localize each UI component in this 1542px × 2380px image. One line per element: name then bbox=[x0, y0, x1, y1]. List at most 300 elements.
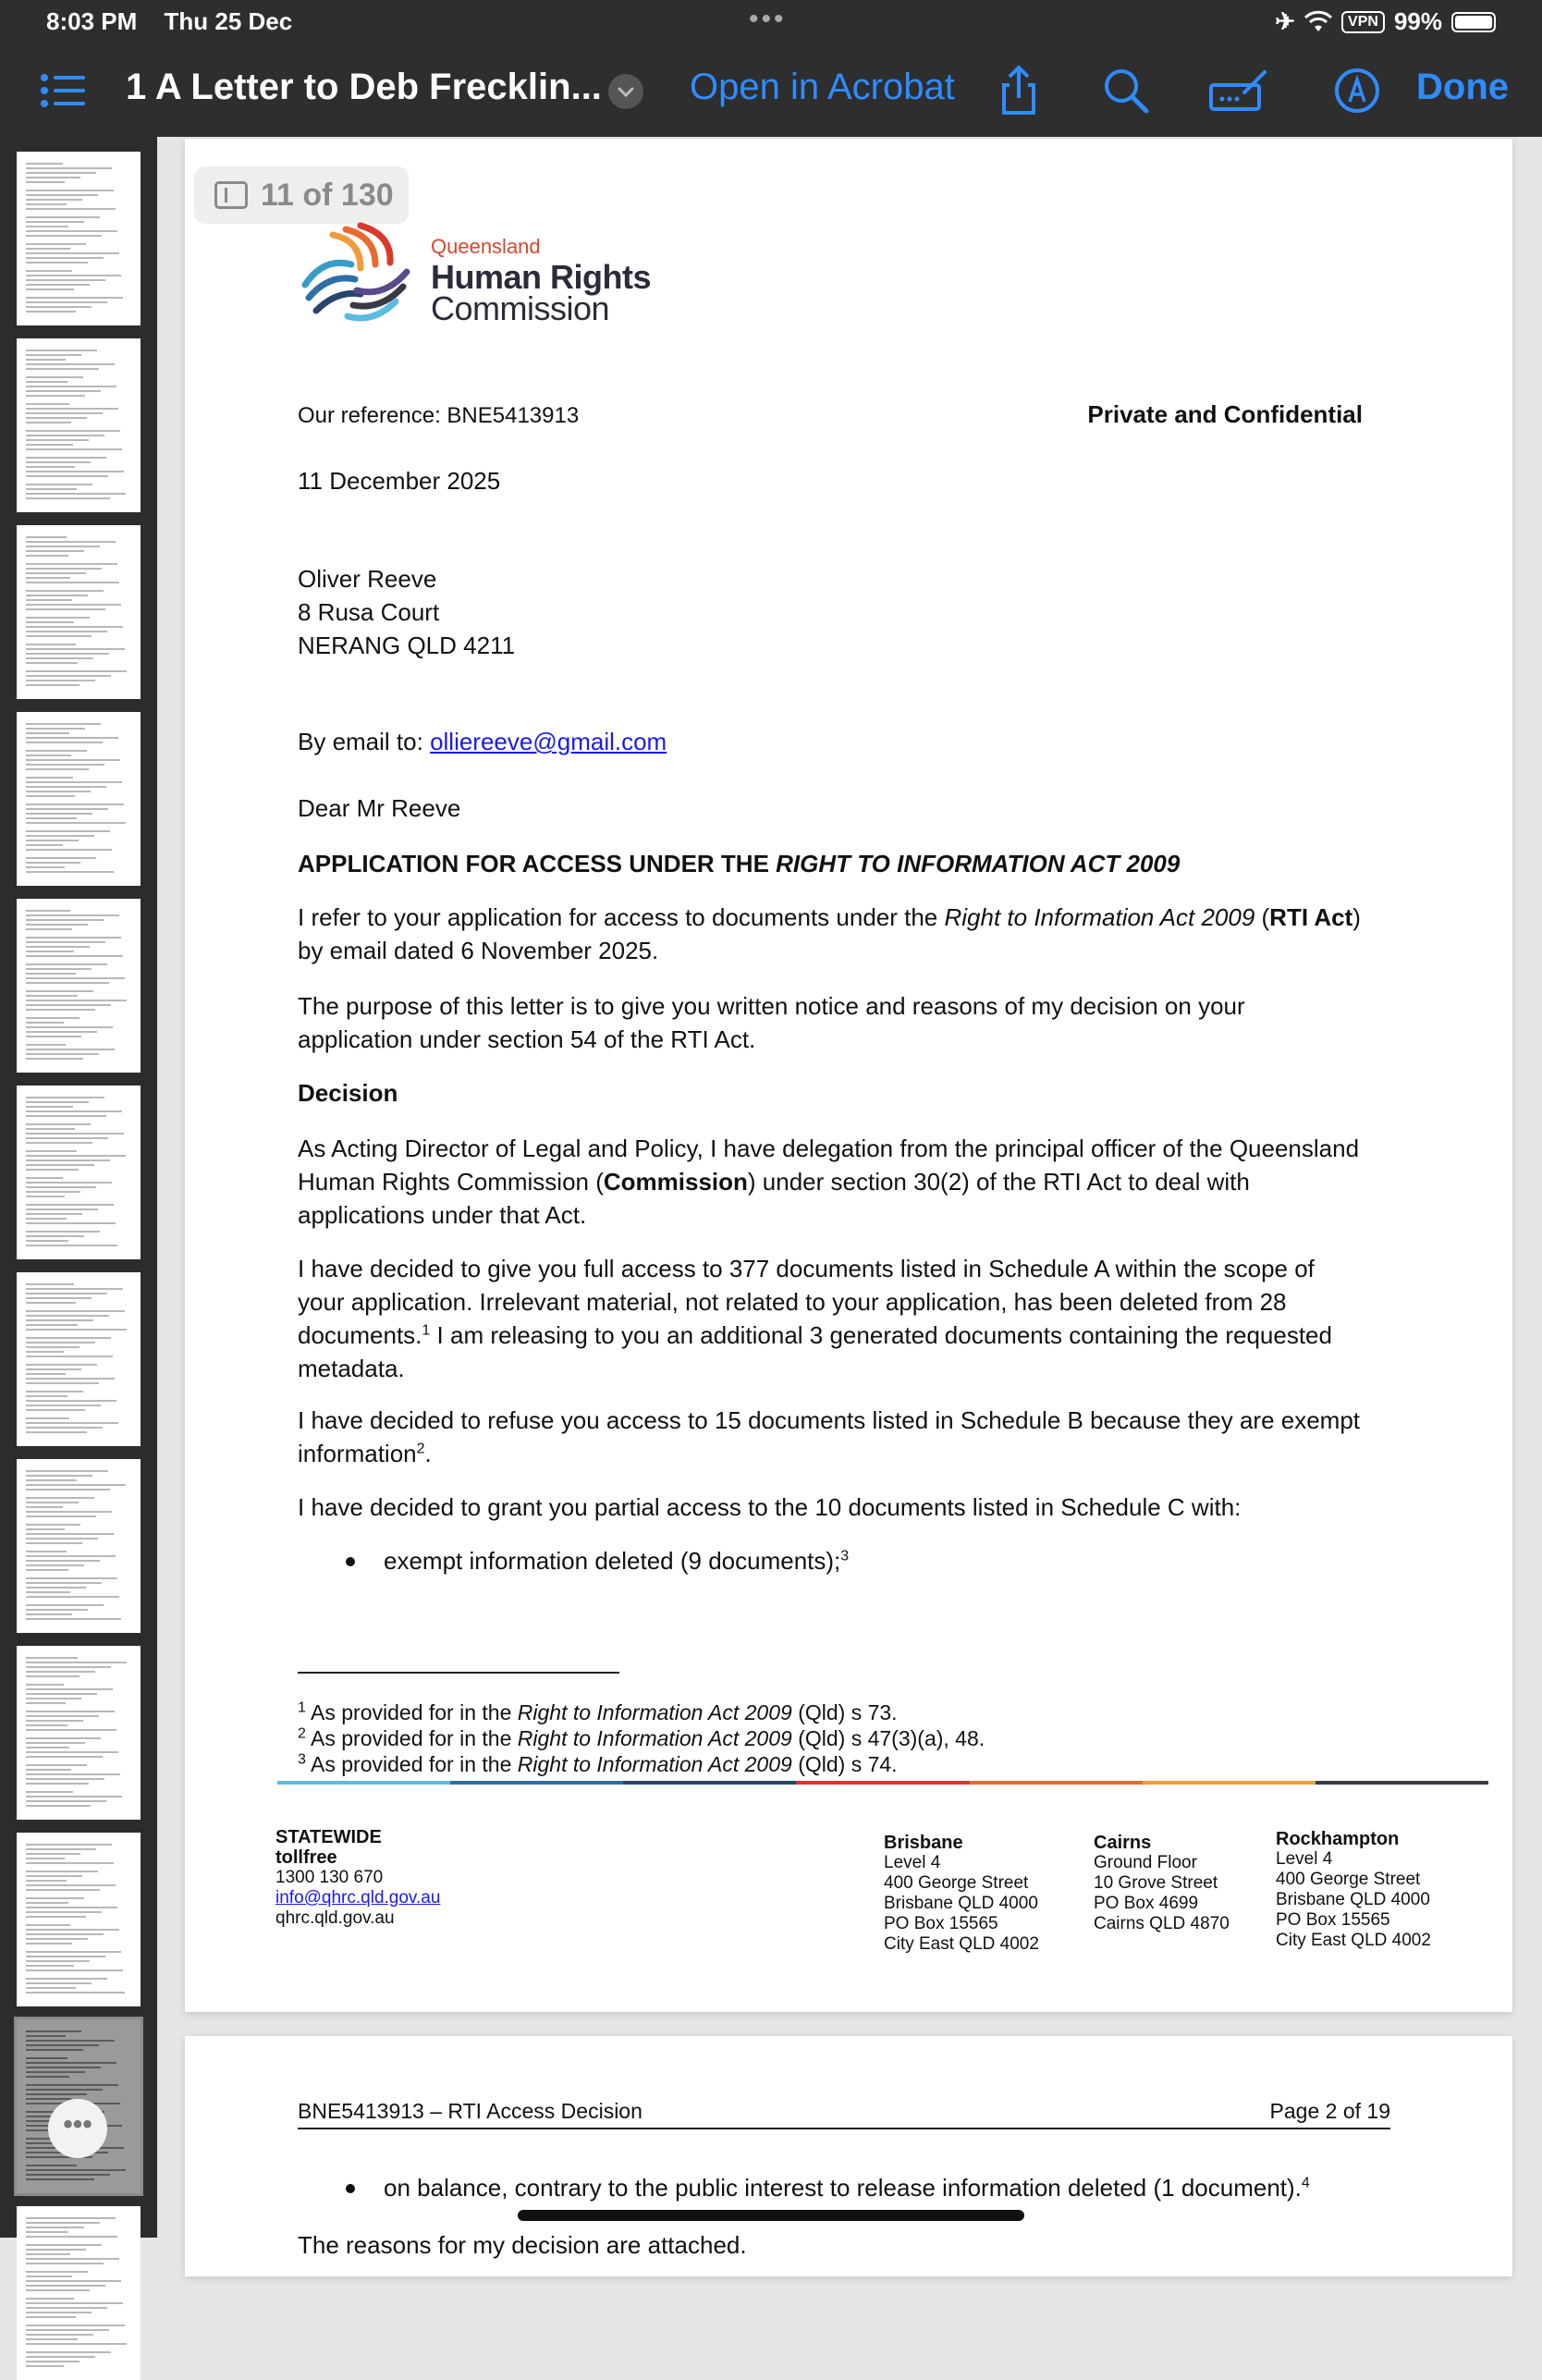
text-span: Right to Information Act 2009 bbox=[517, 1700, 792, 1724]
thumbnail-line bbox=[26, 541, 116, 543]
thumbnail-line bbox=[26, 555, 68, 557]
thumbnail-line bbox=[26, 1427, 103, 1429]
footer-statewide bbox=[275, 1827, 440, 1929]
thumbnail-line bbox=[26, 1875, 82, 1877]
text-span: ( bbox=[1254, 903, 1270, 931]
thumbnail-line bbox=[26, 675, 111, 677]
text-span: Right to Information Act 2009 bbox=[517, 1726, 792, 1750]
thumbnail-line bbox=[26, 2071, 85, 2073]
thumbnail-line bbox=[26, 2356, 95, 2358]
thumbnail-line bbox=[26, 1783, 89, 1785]
thumbnail-line bbox=[26, 973, 76, 975]
paragraph-2-line-2: application under section 54 of the RTI Act. bbox=[298, 1025, 756, 1053]
thumbnail-line bbox=[26, 951, 74, 952]
thumbnail-line bbox=[26, 1773, 120, 1775]
text-span: (Qld) s 74. bbox=[791, 1752, 898, 1776]
thumbnail-line bbox=[26, 2178, 94, 2180]
thumbnail-line bbox=[26, 1698, 81, 1699]
thumbnail-line bbox=[26, 1123, 91, 1125]
thumbnail-line bbox=[26, 550, 84, 552]
thumbnail-line bbox=[26, 795, 75, 797]
pdf-page-next bbox=[185, 2036, 1512, 2276]
thumbnail-line bbox=[26, 1711, 115, 1712]
thumbnail-line bbox=[26, 1475, 92, 1477]
thumbnail-line bbox=[26, 777, 73, 779]
brand-color-band bbox=[277, 1781, 1488, 1785]
footer-phone: 1300 130 670 bbox=[275, 1868, 384, 1887]
thumbnail-line bbox=[26, 1778, 104, 1780]
paragraph-3-line-3: applications under that Act. bbox=[298, 1201, 587, 1229]
thumbnail-line bbox=[26, 1662, 127, 1663]
thumbnail-line bbox=[26, 1889, 100, 1891]
done-button[interactable]: Done bbox=[1416, 67, 1509, 107]
thumbnail-line bbox=[26, 1400, 116, 1402]
thumbnail-line bbox=[26, 1938, 88, 1940]
thumbnail-line bbox=[26, 1053, 99, 1055]
thumbnail-line bbox=[26, 626, 123, 628]
title-menu-button[interactable] bbox=[608, 74, 643, 109]
thumbnail-line bbox=[26, 1596, 119, 1598]
thumbnail-line bbox=[26, 1182, 112, 1184]
thumbnail-line bbox=[26, 311, 76, 313]
decision-heading: Decision bbox=[298, 1079, 398, 1107]
thumbnail-line bbox=[26, 572, 86, 574]
letter-heading bbox=[298, 847, 1180, 880]
thumbnail-line bbox=[26, 395, 85, 397]
thumbnail-line bbox=[26, 1302, 76, 1304]
thumbnail-line bbox=[26, 1502, 79, 1503]
thumbnail-line bbox=[26, 243, 86, 245]
thumbnail-line bbox=[26, 226, 68, 227]
thumbnail-line bbox=[26, 1031, 97, 1033]
thumbnail-line bbox=[26, 190, 114, 191]
page-thumbnail[interactable] bbox=[17, 712, 141, 886]
thumbnail-line bbox=[26, 1342, 95, 1343]
text-span: (Qld) s 47(3)(a), 48. bbox=[791, 1726, 985, 1750]
thumbnail-line bbox=[26, 466, 75, 468]
thumbnail-line bbox=[26, 1618, 121, 1620]
thumbnail-line bbox=[26, 781, 122, 783]
text-span: Human Rights Commission ( bbox=[298, 1168, 604, 1196]
thumbnail-line bbox=[26, 2089, 103, 2091]
brand-color-segment bbox=[1316, 1781, 1488, 1785]
thumbnail-line bbox=[26, 768, 89, 770]
thumbnail-line bbox=[26, 2351, 111, 2353]
thumbnail-line bbox=[26, 1956, 105, 1957]
thumbnail-line bbox=[26, 728, 85, 730]
thumbnail-line bbox=[26, 2285, 105, 2287]
thumbnail-line bbox=[26, 590, 104, 592]
thumbnail-line bbox=[26, 1395, 67, 1397]
email-link[interactable]: olliereeve@gmail.com bbox=[430, 728, 667, 755]
thumbnail-line bbox=[26, 1769, 71, 1771]
thumbnail-line bbox=[26, 1245, 117, 1246]
footnote-number: 3 bbox=[298, 1751, 306, 1768]
page-thumbnail[interactable] bbox=[17, 2206, 141, 2380]
thumbnail-line bbox=[26, 608, 105, 610]
thumbnail-line bbox=[26, 617, 90, 619]
commission-logo-icon bbox=[296, 220, 416, 333]
thumbnail-line bbox=[26, 1164, 94, 1166]
battery-icon bbox=[1451, 12, 1496, 32]
thumbnail-line bbox=[26, 181, 65, 183]
thumbnail-line bbox=[26, 1506, 63, 1508]
office-line: City East QLD 4002 bbox=[1276, 1931, 1431, 1950]
thumbnail-line bbox=[26, 1764, 87, 1766]
paragraph-4-line-2: your application. Irrelevant material, not related to your application, has been deleted from 28 bbox=[298, 1288, 1287, 1316]
thumbnail-line bbox=[26, 1720, 83, 1722]
footnote-2 bbox=[298, 1725, 985, 1751]
multitasking-dots[interactable]: ••• bbox=[749, 4, 787, 34]
annotate-icon[interactable] bbox=[1207, 65, 1268, 117]
page-thumbnail[interactable] bbox=[17, 1646, 141, 1820]
thumbnail-line bbox=[26, 497, 110, 499]
footer-statewide-sub: tollfree bbox=[275, 1847, 337, 1868]
thumbnail-line bbox=[26, 1364, 97, 1366]
thumbnail-line bbox=[26, 475, 108, 477]
thumbnail-line bbox=[26, 1231, 100, 1233]
thumbnail-line bbox=[26, 754, 71, 756]
page-thumbnail[interactable] bbox=[17, 1833, 141, 2006]
thumbnail-line bbox=[26, 732, 69, 734]
page-indicator-text: 11 of 130 bbox=[261, 178, 394, 213]
office-line: Level 4 bbox=[1276, 1849, 1333, 1869]
paragraph-2-line-1: The purpose of this letter is to give you written notice and reasons of my decision on your bbox=[298, 992, 1245, 1020]
thumbnail-sidebar[interactable] bbox=[0, 137, 157, 2238]
paragraph-5-line-2 bbox=[298, 1437, 432, 1470]
thumbnail-line bbox=[26, 354, 81, 356]
thumbnail-line bbox=[26, 2316, 76, 2318]
thumbnail-line bbox=[26, 1671, 95, 1673]
thumbnail-line bbox=[26, 1796, 122, 1797]
thumbnail-line bbox=[26, 1853, 80, 1855]
office-line: 10 Grove Street bbox=[1094, 1873, 1218, 1893]
thumbnail-line bbox=[26, 430, 120, 432]
thumbnail-line bbox=[26, 937, 121, 939]
office-name: Rockhampton bbox=[1276, 1829, 1400, 1849]
footnote-ref: 1 bbox=[422, 1322, 431, 1339]
thumbnail-line bbox=[26, 621, 74, 623]
brand-color-segment bbox=[970, 1781, 1143, 1785]
thumbnail-line bbox=[26, 1378, 115, 1380]
thumbnail-line bbox=[26, 657, 93, 659]
page-thumbnail[interactable] bbox=[17, 152, 141, 325]
thumbnail-line bbox=[26, 1862, 114, 1864]
footnote-3 bbox=[298, 1751, 898, 1777]
thumbnail-line bbox=[26, 306, 92, 308]
open-in-acrobat-button[interactable]: Open in Acrobat bbox=[690, 67, 955, 107]
salutation: Dear Mr Reeve bbox=[298, 794, 461, 822]
heading-act: RIGHT TO INFORMATION ACT 2009 bbox=[776, 850, 1181, 877]
thumbnail-line bbox=[26, 1542, 82, 1544]
thumbnail-line bbox=[26, 208, 116, 210]
status-time-date bbox=[46, 7, 312, 36]
thumbnail-line bbox=[26, 1204, 114, 1206]
thumbnail-line bbox=[26, 230, 117, 232]
thumbnail-line bbox=[26, 599, 72, 601]
thumbnail-line bbox=[26, 199, 82, 201]
thumbnail-line bbox=[26, 1329, 127, 1331]
sidebar-list-icon[interactable] bbox=[37, 65, 89, 117]
markup-pen-icon[interactable] bbox=[1331, 65, 1383, 117]
footer-email-link[interactable]: info@qhrc.qld.gov.au bbox=[275, 1888, 441, 1908]
page-header-ref: BNE5413913 – RTI Access Decision bbox=[298, 2099, 642, 2123]
thumbnail-line bbox=[26, 1657, 78, 1659]
thumbnail-line bbox=[26, 849, 112, 851]
document-title[interactable]: 1 A Letter to Deb Frecklin... bbox=[126, 67, 602, 107]
thumbnail-line bbox=[26, 830, 110, 832]
thumbnail-line bbox=[26, 644, 76, 645]
thumbnail-line bbox=[26, 2076, 69, 2078]
thumbnail-line bbox=[26, 1577, 117, 1579]
paragraph-1-line-2: by email dated 6 November 2025. bbox=[298, 937, 659, 964]
thumbnail-line bbox=[26, 1128, 75, 1130]
footnote-divider bbox=[298, 1672, 619, 1674]
thumbnail-line bbox=[26, 1943, 72, 1944]
footer-website: qhrc.qld.gov.au bbox=[275, 1908, 395, 1928]
thumbnail-line bbox=[26, 1000, 127, 1001]
page-thumbnail[interactable] bbox=[17, 1459, 141, 1633]
page-thumbnail[interactable] bbox=[17, 899, 141, 1073]
status-indicators bbox=[1275, 7, 1496, 36]
thumbnail-line bbox=[26, 2244, 102, 2246]
thumbnail-line bbox=[26, 1191, 80, 1193]
text-span: As provided for in the bbox=[305, 1726, 518, 1750]
thumbnail-line bbox=[26, 1924, 70, 1926]
thumbnail-line bbox=[26, 1026, 113, 1028]
thumbnail-line bbox=[26, 2035, 66, 2037]
thumbnail-line bbox=[26, 1688, 113, 1690]
thumbnail-line bbox=[26, 2253, 70, 2255]
thumbnail-line bbox=[26, 1097, 104, 1098]
thumbnail-line bbox=[26, 977, 125, 979]
thumbnail-line bbox=[26, 2093, 87, 2095]
thumbnail-line bbox=[26, 866, 65, 868]
thumbnail-line bbox=[26, 203, 67, 205]
thumbnail-line bbox=[26, 1240, 68, 1242]
thumbnail-line bbox=[26, 1800, 106, 1802]
thumbnail-line bbox=[26, 350, 97, 351]
page-indicator[interactable] bbox=[194, 166, 409, 224]
thumbnail-line bbox=[26, 1742, 85, 1744]
thumbnail-line bbox=[26, 1382, 99, 1384]
text-span: Commission bbox=[603, 1168, 748, 1196]
text-span: documents. bbox=[298, 1321, 422, 1349]
thumbnail-line bbox=[26, 604, 121, 606]
thumbnail-line bbox=[26, 840, 79, 841]
thumbnail-line bbox=[26, 1729, 116, 1731]
thumbnail-line bbox=[26, 1982, 92, 1984]
thumbnail-line bbox=[26, 1613, 72, 1615]
thumbnail-line bbox=[26, 684, 80, 686]
thumbnail-line bbox=[26, 759, 120, 761]
logo-line-commission: Commission bbox=[431, 289, 610, 327]
page-thumbnail[interactable] bbox=[17, 1272, 141, 1446]
office-line: 400 George Street bbox=[1276, 1870, 1421, 1889]
thumbnail-line bbox=[26, 1196, 65, 1197]
thumbnail-line bbox=[26, 1405, 101, 1406]
office-line: PO Box 4699 bbox=[1094, 1894, 1199, 1913]
thumbnail-line bbox=[26, 1293, 107, 1294]
text-span: on balance, contrary to the public interest to release information deleted (1 document). bbox=[384, 2174, 1302, 2202]
thumbnail-line bbox=[26, 1391, 83, 1392]
office-line: Level 4 bbox=[884, 1853, 941, 1872]
thumbnail-line bbox=[26, 968, 92, 970]
footnote-ref: 3 bbox=[840, 1548, 850, 1564]
thumbnail-line bbox=[26, 1533, 114, 1535]
battery-fill bbox=[1455, 16, 1492, 29]
office-line: PO Box 15565 bbox=[1276, 1910, 1390, 1930]
thumbnail-line bbox=[26, 1159, 110, 1161]
status-bar bbox=[0, 0, 1542, 44]
thumbnail-line bbox=[26, 919, 104, 921]
thumbnail-line bbox=[26, 1422, 118, 1424]
thumbnail-line bbox=[26, 284, 90, 286]
thumbnail-line bbox=[26, 2289, 90, 2291]
thumbnail-line bbox=[26, 2049, 83, 2051]
thumbnail-line bbox=[26, 1036, 81, 1037]
thumbnail-line bbox=[26, 2276, 72, 2277]
thumbnail-line bbox=[26, 1538, 98, 1540]
bullet-marker bbox=[346, 2184, 355, 2193]
page-thumbnail[interactable] bbox=[17, 1086, 141, 1259]
thumbnail-line bbox=[26, 924, 88, 926]
thumbnail-line bbox=[26, 2165, 77, 2166]
thumbnail-line bbox=[26, 1684, 64, 1686]
thumbnail-line bbox=[26, 403, 69, 405]
thumbnail-line bbox=[26, 1346, 80, 1348]
page-thumbnail[interactable] bbox=[17, 338, 141, 512]
text-span: ) bbox=[1352, 903, 1361, 931]
search-icon[interactable] bbox=[1100, 65, 1152, 117]
footnote-ref: 2 bbox=[416, 1441, 425, 1457]
thumbnail-line bbox=[26, 1978, 107, 1980]
thumbnail-line bbox=[26, 1106, 73, 1108]
thumbnail-line bbox=[26, 1693, 97, 1695]
thumbnail-line bbox=[26, 1169, 79, 1171]
thumbnail-line bbox=[26, 1528, 65, 1530]
thumbnail-line bbox=[26, 563, 117, 565]
thumbnail-line bbox=[26, 1186, 96, 1188]
thumbnail-line bbox=[26, 680, 95, 681]
thumbnail-line bbox=[26, 1283, 74, 1285]
thumbnail-line bbox=[26, 448, 122, 450]
footer-office-brisbane bbox=[884, 1833, 1039, 1955]
thumbnail-line bbox=[26, 2227, 84, 2228]
thumbnail-line bbox=[26, 1929, 119, 1931]
thumbnail-line bbox=[26, 2030, 81, 2032]
thumbnail-line bbox=[26, 1479, 77, 1481]
thumbnail-line bbox=[26, 1902, 68, 1904]
thumbnail-line bbox=[26, 1848, 96, 1850]
thumbnail-line bbox=[26, 297, 123, 299]
text-span: (Qld) s 73. bbox=[791, 1700, 898, 1724]
footer-office-cairns bbox=[1094, 1833, 1230, 1934]
thumbnail-line bbox=[26, 1524, 80, 1526]
thumbnail-line bbox=[26, 1049, 115, 1050]
thumbnail-line bbox=[26, 635, 92, 637]
thumbnail-line bbox=[26, 275, 121, 276]
thumbnail-line bbox=[26, 1022, 64, 1024]
page-thumbnail[interactable] bbox=[17, 525, 141, 699]
thumbnail-line bbox=[26, 2258, 119, 2260]
thumbnail-line bbox=[26, 822, 126, 824]
thumbnail-line bbox=[26, 2222, 100, 2224]
footer-statewide-title: STATEWIDE bbox=[275, 1827, 382, 1847]
thumbnail-line bbox=[26, 1582, 102, 1584]
thumbnail-line bbox=[26, 742, 103, 743]
thumbnail-line bbox=[26, 1737, 101, 1739]
thumbnail-line bbox=[26, 1569, 68, 1571]
thumbnail-line bbox=[26, 493, 126, 495]
thumbnail-line bbox=[26, 1702, 66, 1704]
thumbnail-line bbox=[26, 363, 115, 365]
thumbnail-line bbox=[26, 631, 107, 632]
thumbnail-line bbox=[26, 1409, 85, 1411]
thumbnail-line bbox=[26, 417, 87, 419]
thumbnail-line bbox=[26, 1218, 67, 1220]
thumbnail-line bbox=[26, 817, 77, 819]
brand-color-segment bbox=[450, 1781, 623, 1785]
airplane-icon: ✈ bbox=[1275, 7, 1296, 35]
text-span: Right to Information Act 2009 bbox=[517, 1752, 792, 1776]
thumbnail-line bbox=[26, 167, 112, 169]
brand-color-segment bbox=[796, 1781, 969, 1785]
thumbnail-line bbox=[26, 1004, 111, 1006]
thumbnail-line bbox=[26, 2084, 118, 2086]
thumbnail-line bbox=[26, 1871, 98, 1872]
thumbnail-line bbox=[26, 2334, 93, 2336]
thumbnail-line bbox=[26, 1213, 82, 1215]
thumbnail-line bbox=[26, 1897, 84, 1899]
thumbnail-line bbox=[26, 2062, 116, 2064]
thumbnail-line bbox=[26, 270, 72, 272]
thumbnail-line bbox=[26, 1155, 126, 1157]
document-toolbar bbox=[0, 44, 1542, 137]
thumbnail-line bbox=[26, 1417, 69, 1419]
thumbnail-line bbox=[26, 2361, 80, 2362]
thumbnail-line bbox=[26, 995, 78, 997]
thumbnail-line bbox=[26, 2329, 109, 2331]
thumbnail-line bbox=[26, 2040, 115, 2042]
thumbnail-line bbox=[26, 1470, 108, 1472]
thumbnail-line bbox=[26, 1351, 64, 1353]
more-options-button[interactable]: ••• bbox=[48, 2099, 107, 2158]
thumbnail-line bbox=[26, 2067, 101, 2068]
letter-date: 11 December 2025 bbox=[298, 467, 501, 495]
thumbnail-line bbox=[26, 577, 70, 579]
thumbnail-line bbox=[26, 536, 67, 538]
footnote-ref: 4 bbox=[1301, 2175, 1310, 2191]
thumbnail-line bbox=[26, 1373, 66, 1375]
thumbnail-line bbox=[26, 835, 94, 837]
bullet-item-2 bbox=[384, 2171, 1310, 2204]
thumbnail-line bbox=[26, 1222, 116, 1224]
thumbnail-line bbox=[26, 1297, 92, 1299]
thumbnail-line bbox=[26, 1911, 102, 1913]
thumbnail-line bbox=[26, 2280, 121, 2282]
thumbnail-line bbox=[26, 1315, 109, 1317]
thumbnail-line bbox=[26, 257, 104, 259]
thumbnail-line bbox=[26, 1969, 123, 1971]
pdf-page bbox=[185, 139, 1512, 2012]
addressee-suburb: NERANG QLD 4211 bbox=[298, 632, 516, 659]
thumbnail-line bbox=[26, 1515, 96, 1517]
home-indicator[interactable] bbox=[518, 2210, 1024, 2221]
share-icon[interactable] bbox=[993, 65, 1045, 117]
thumbnail-line bbox=[26, 1208, 98, 1210]
thumbnail-line bbox=[26, 408, 118, 410]
